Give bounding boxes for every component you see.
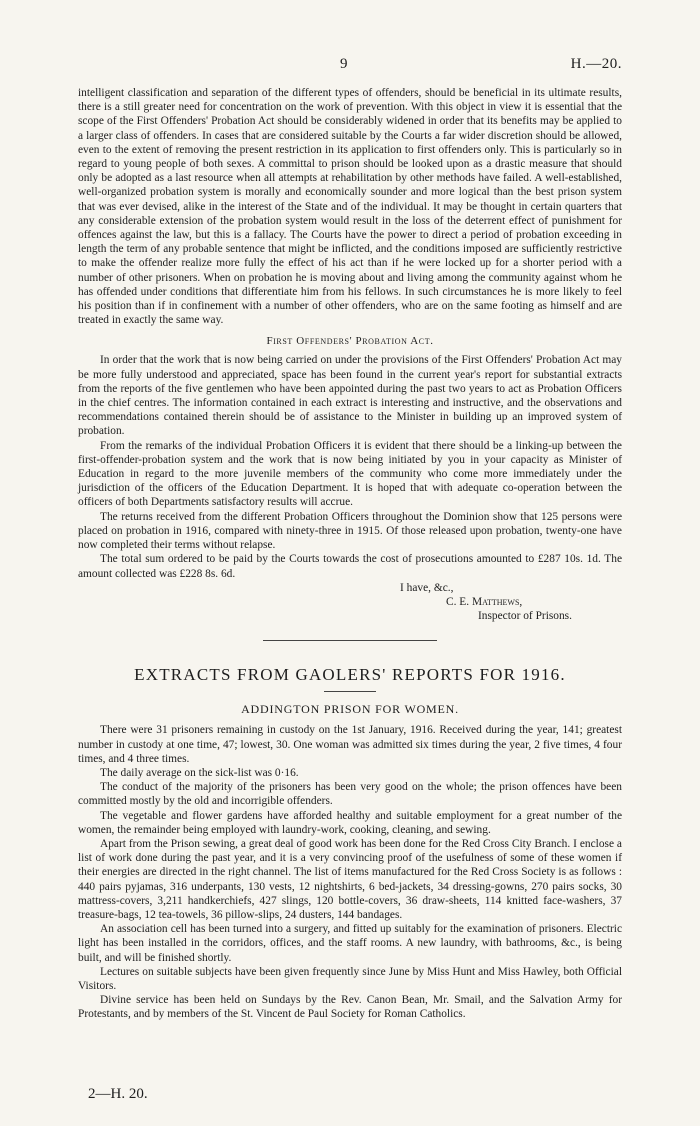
page-reference: H.—20. (570, 56, 622, 72)
report-paragraph: The vegetable and flower gardens have afforded healthy and suitable employment for a great number of the women, the remainder being employed with laundry-work, cooking, cleaning, and sewing. (78, 809, 622, 836)
report-paragraph: Apart from the Prison sewing, a great deal of good work has been done for the Red Cross City Branch. I enclose a list of work done during the past year, and it is a very convincing proof of the usefulness of some of these women if their energies are directed in the right channel. The list of items manufactured for the Red Cross Society is as follows : 440 pairs pyjamas, 316 underpants, 130 vests, 12 nightshirts, 6 bed-jackets, 34 dressing-gowns, 270 pairs socks, 30 mattress-covers, 3,211 handkerchiefs, 427 slings, 120 bottle-covers, 36 draw-sheets, 114 knitted face-washers, 37 treasure-bags, 12 tea-towels, 36 pillow-slips, 24 dusters, 144 bandages. (78, 837, 622, 921)
signature-block (78, 581, 622, 624)
section-paragraph: From the remarks of the individual Probation Officers it is evident that there should be a linking-up between the first-offender-probation system and the work that is now being initiated by you in your capacity as Minister of Education in regard to the more juvenile members of the community who come more immediately under the jurisdiction of the officers of the Education Department. It is hoped that with adequate co-operation between the officers of both Departments satisfactory results will accrue. (78, 439, 622, 509)
report-paragraph: The conduct of the majority of the prisoners has been very good on the whole; the prison offences have been committed mostly by the old and incorrigible offenders. (78, 781, 622, 808)
signature-name: C. E. Matthews, (446, 595, 523, 608)
intro-paragraph: intelligent classification and separation of the different types of offenders, should be beneficial in its ultimate results, there is a still greater need for concentration on the work of prevention. With this object in view it is essential that the scope of the First Offenders' Probation Act should be considerably widened in order that its benefits may be applied to a larger class of offenders. In cases that are considered suitable by the Courts a far wider discretion should be allowed, even to the extent of removing the present restriction in its application to first offenders only. This is particularly so in regard to young people of both sexes. A committal to prison should be looked upon as a drastic measure that should only be adopted as a last resource when all attempts at rehabilitation by other methods have failed. A well-established, well-organized probation system is morally and economically sounder and more logical than the best prison system that was ever devised, alike in the interest of the State and of the individual. It may be thought in certain quarters that any considerable extension of the probation system would result in the loss of the deterrent effect of punishment for offences against the law, but this is a fallacy. The Courts have the power to direct a period of probation exceeding in length the term of any probable sentence that might be inflicted, and the conditions imposed are sufficiently restrictive to make the offender realize more fully the effect of his act than if he were locked up for a shorter period with a number of other prisoners. When on probation he is moving about and living among the community against whom he has offended under conditions that differentiate him from his fellows. In such circumstances he is more likely to feel his position than if in confinement with a number of other offenders, who are on the same footing as himself and are treated in exactly the same way. (78, 87, 622, 327)
prison-subtitle: ADDINGTON PRISON FOR WOMEN. (241, 702, 459, 717)
signature-salutation: I have, &c., (400, 581, 454, 594)
title-rule (324, 691, 376, 692)
report-paragraph: There were 31 prisoners remaining in custody on the 1st January, 1916. Received during the year, 141; greatest number in custody at one time, 47; lowest, 30. One woman was admitted six times during the year, 2 five times, 4 four times, and 4 three times. (78, 724, 622, 765)
report-paragraph: The daily average on the sick-list was 0·16. (100, 766, 299, 779)
report-paragraph: An association cell has been turned into a surgery, and fitted up suitably for the examination of prisoners. Electric light has been installed in the corridors, offices, and the staff rooms. A new laundry, with bathrooms, &c., is being built, and will be finished shortly. (78, 923, 622, 964)
section-divider (263, 640, 437, 641)
section-paragraph: In order that the work that is now being carried on under the provisions of the First Offenders' Probation Act may be more fully understood and appreciated, space has been found in the current year's report for substantial extracts from the reports of the five gentlemen who have been appointed during the past two years to act as Probation Officers in the chief centres. The information contained in each extract is interesting and instructive, and the observations and recommendations contained therein should be of assistance to the Minister in building up an improved system of probation. (78, 354, 622, 438)
page-header (78, 56, 622, 76)
section-paragraph: The total sum ordered to be paid by the Courts towards the cost of prosecutions amounted to £287 10s. 1d. The amount collected was £228 8s. 6d. (78, 553, 622, 580)
section-paragraph: The returns received from the different Probation Officers throughout the Dominion show that 125 persons were placed on probation in 1916, compared with ninety-three in 1915. Of those released upon probation, twenty-one have now completed their terms without relapse. (78, 510, 622, 552)
extracts-title: EXTRACTS FROM GAOLERS' REPORTS FOR 1916. (134, 665, 566, 685)
page-number: 9 (340, 56, 348, 72)
page-content (78, 86, 622, 1022)
report-paragraph: Divine service has been held on Sundays by the Rev. Canon Bean, Mr. Smail, and the Salvation Army for Protestants, and by members of the St. Vincent de Paul Society for Roman Catholics. (78, 994, 622, 1021)
signature-title: Inspector of Prisons. (478, 610, 572, 623)
signature-mark: 2—H. 20. (88, 1086, 148, 1102)
section-heading-probation-act: First Offenders' Probation Act. (266, 335, 434, 348)
report-paragraph: Lectures on suitable subjects have been given frequently since June by Miss Hunt and Miss Hawley, both Official Visitors. (78, 965, 622, 992)
